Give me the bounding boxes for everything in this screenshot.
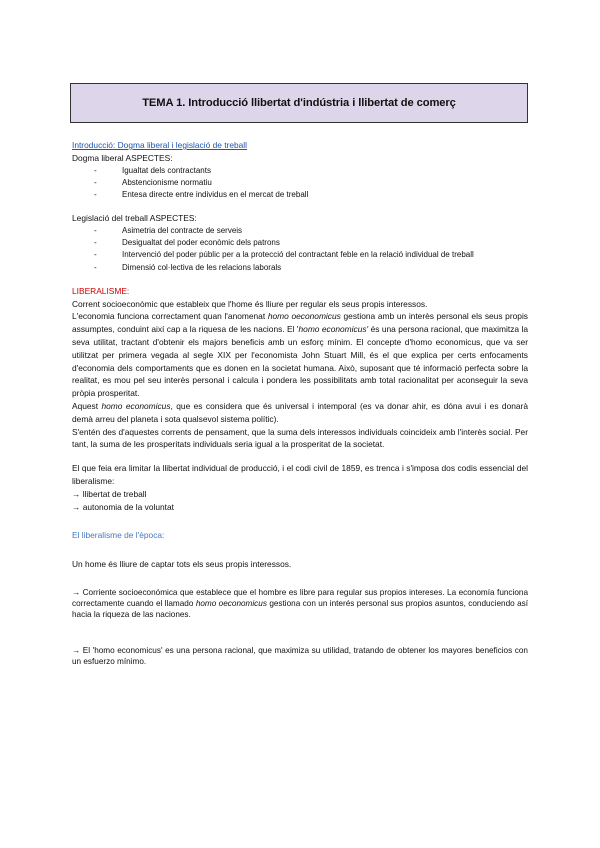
liberalisme-heading: LIBERALISME: — [72, 285, 130, 296]
list-item: - Intervenció del poder públic per a la protecció del contractant feble en la relació individual de treball — [94, 249, 528, 261]
dogma-heading: Dogma liberal ASPECTES: — [72, 152, 173, 163]
epoca-heading: El liberalisme de l'època: — [72, 530, 165, 541]
arrow-item-2: → autonomia de la voluntat — [72, 501, 174, 512]
legislacio-heading: Legislació del treball ASPECTES: — [72, 213, 197, 224]
liberalisme-paragraph-4: S'entén des d'aquestes corrents de pensament, que la suma dels interessos individuals coincideix amb l'interès social. Per tant, la suma de les prosperitats individuals seria igual a la prosperitat de la societat. — [72, 426, 528, 450]
epoca-line1: Un home és lliure de captar tots els seus propis interessos. — [72, 559, 292, 570]
dogma-list — [72, 165, 528, 202]
liberalisme-paragraph-2: L'economia funciona correctament quan l'anomenat homo oeconomicus gestiona amb un interès personal els seus propis assumptes, conduint així cap a la riquesa de les nacions. El 'homo economicus' és una persona racional, que maximitza la seva utilitat, tractant d'obtenir els majors beneficis amb un esforç mínim. El concepte d'homo economicus, que va ser utilitzat per primera vegada al segle XIX per l'economista John Stuart Mill, és el que explica per certs enfocaments d'economia dels comportaments que es donen en la societat humana. Això, suposant que té informació perfecta sobre la realitat, es mou pel seu interès personal i calcula i pondera les possibilitats amb total racionalitat per aconseguir la seva pròpia prosperitat. — [72, 311, 528, 399]
list-item: - Desigualtat del poder econòmic dels patrons — [94, 237, 528, 249]
list-item: - Abstencionisme normatiu — [94, 177, 528, 189]
legislacio-list — [72, 225, 528, 274]
document-body — [72, 139, 528, 667]
intro-link[interactable]: Introducció: Dogma liberal i legislació de treball — [72, 140, 248, 150]
arrow-item-1: → llibertat de treball — [72, 488, 147, 499]
epoca-es-paragraph-2: → El 'homo economicus' es una persona racional, que maximiza su utilidad, tratando de obtener los mayores beneficios con un esfuerzo mínimo. — [72, 645, 528, 666]
liberalisme-line1: Corrent socioeconòmic que estableix que l'home és lliure per regular els seus propis interessos. — [72, 298, 428, 309]
list-item: - Asimetria del contracte de serveis — [94, 225, 528, 237]
page-title: TEMA 1. Introducció llibertat d'indústria i llibertat de comerç — [142, 97, 456, 109]
title-box — [70, 83, 528, 123]
liberalisme-paragraph-5: El que feia era limitar la llibertat individual de producció, i el codi civil de 1859, es trenca i s'imposa dos codis essencial del liberalisme: — [72, 463, 528, 486]
liberalisme-paragraph-3: Aquest homo economicus, que es considera que és universal i intemporal (es va donar ahir, es dóna avui i es donarà demà arreu del planeta i sota qualsevol sistema polític). — [72, 400, 528, 424]
list-item: - Igualtat dels contractants — [94, 165, 528, 177]
epoca-es-paragraph-1: → Corriente socioeconómica que establece que el hombre es libre para regular sus propios intereses. La economía funciona correctamente cuando el llamado homo oeconomicus gestiona con un interés personal sus propios asuntos, conduciendo así hacia la riqueza de las naciones. — [72, 587, 528, 620]
list-item: - Entesa directe entre individus en el mercat de treball — [94, 189, 528, 201]
list-item: - Dimensió col·lectiva de les relacions laborals — [94, 262, 528, 274]
